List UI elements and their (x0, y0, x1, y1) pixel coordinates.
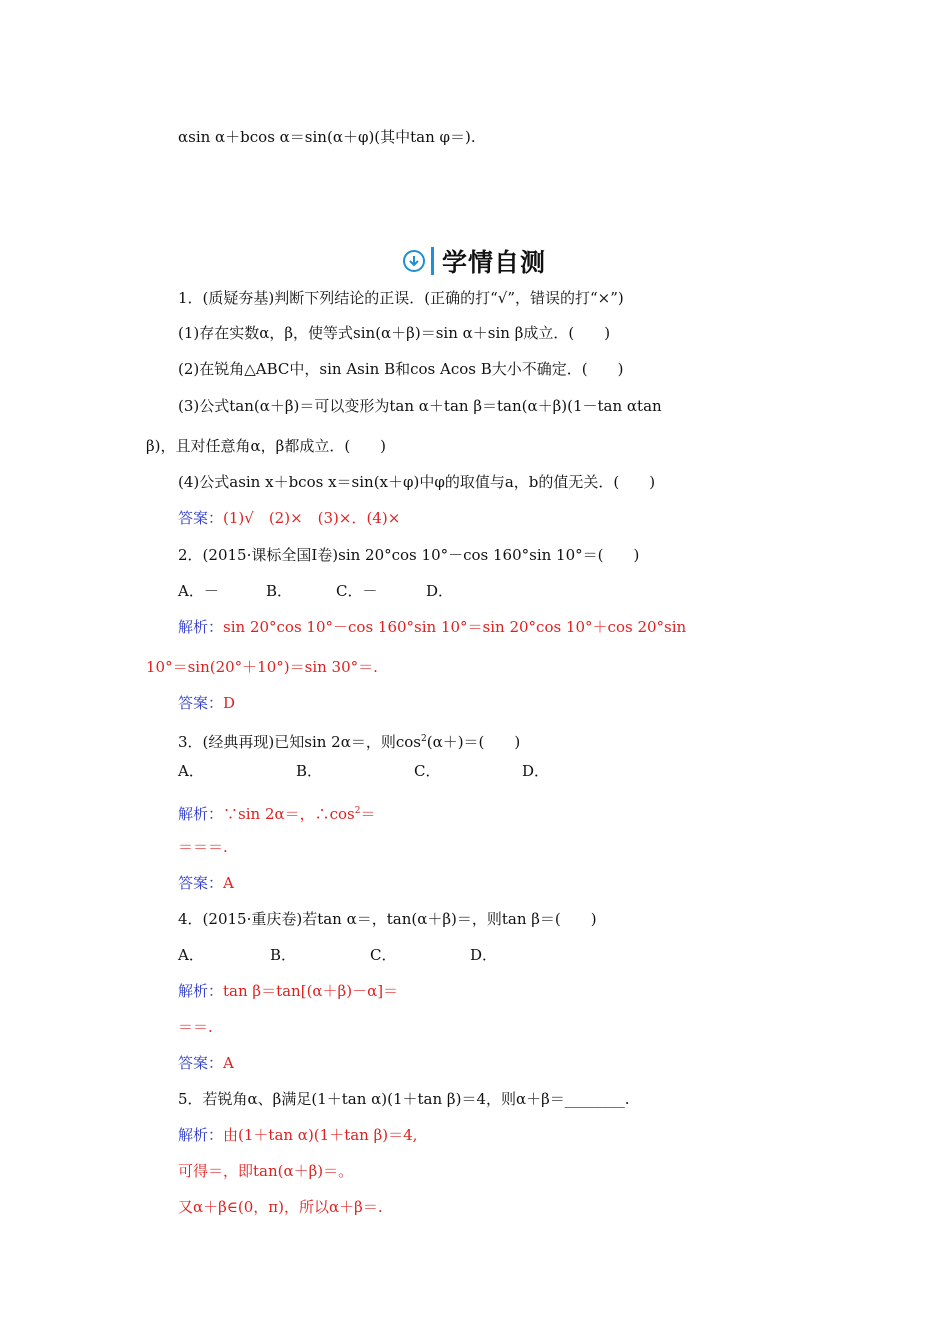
q5-analysis-line3: 又α＋β∈(0，π)，所以α＋β＝. (178, 1198, 383, 1216)
q1-item-4: (4)公式asin x＋bcos x＝sin(x＋φ)中φ的取值与a，b的值无关．( ) (178, 473, 656, 491)
heading-divider (431, 247, 434, 275)
analysis-text: 由(1＋tan α)(1＋tan β)＝4, (223, 1126, 418, 1144)
q2-stem: 2．(2015·课标全国Ⅰ卷)sin 20°cos 10°－cos 160°sin 10°＝( ) (178, 546, 640, 564)
analysis-label: 解析： (178, 1126, 224, 1144)
option-d: D． (426, 582, 454, 600)
option-d: D． (470, 946, 498, 964)
option-c: C． (414, 762, 441, 780)
analysis-label: 解析： (178, 982, 224, 1000)
q1-item-3-line2: β)，且对任意角α，β都成立．( ) (146, 437, 387, 455)
q3-stem-sup: 2 (420, 734, 427, 744)
q1-item-3-line1: (3)公式tan(α＋β)＝可以变形为tan α＋tan β＝tan(α＋β)(1－tan αtan (178, 397, 662, 415)
q3-stem-pre: 3．(经典再现)已知sin 2α＝，则cos (178, 733, 421, 751)
answer-value: (1)√ (2)× (3)×．(4)× (223, 509, 401, 527)
option-c: C． (370, 946, 397, 964)
section-heading (403, 244, 546, 278)
answer-label: 答案： (178, 1054, 224, 1072)
q2-analysis-line2: 10°＝sin(20°＋10°)＝sin 30°＝. (146, 658, 378, 676)
intro-formula: αsin α＋bcos α＝sin(α＋φ)(其中tan φ＝). (178, 128, 476, 146)
answer-label: 答案： (178, 874, 224, 892)
q3-analysis-line2: ＝＝＝. (178, 838, 228, 856)
analysis-text: sin 20°cos 10°－cos 160°sin 10°＝sin 20°cos 10°＋cos 20°sin (223, 618, 687, 636)
q1-stem: 1．(质疑夯基)判断下列结论的正误．(正确的打“√”，错误的打“×”) (178, 289, 624, 307)
q3-stem-post: (α＋)＝( ) (426, 733, 521, 751)
q4-analysis-line1 (178, 981, 398, 1001)
answer-value: A (223, 1054, 234, 1072)
q3-stem (178, 729, 520, 752)
answer-label: 答案： (178, 509, 224, 527)
analysis-text-post: ＝ (360, 805, 376, 823)
q3-answer (178, 873, 234, 893)
q2-options (178, 581, 453, 601)
option-d: D． (522, 762, 550, 780)
answer-value: D (223, 694, 236, 712)
option-b: B． (266, 582, 293, 600)
analysis-sup: 2 (354, 806, 361, 816)
option-a: A． (178, 762, 204, 780)
analysis-text-pre: ∵sin 2α＝，∴cos (223, 805, 355, 823)
q1-item-1: (1)存在实数α，β，使等式sin(α＋β)＝sin α＋sin β成立．( ) (178, 324, 611, 342)
q4-analysis-line2: ＝＝. (178, 1018, 213, 1036)
option-b: B． (296, 762, 323, 780)
down-arrow-icon (403, 250, 425, 272)
analysis-label: 解析： (178, 618, 224, 636)
q4-stem: 4．(2015·重庆卷)若tan α＝，tan(α＋β)＝，则tan β＝( ) (178, 910, 597, 928)
option-a: A．－ (178, 582, 219, 600)
analysis-text: tan β＝tan[(α＋β)－α]＝ (223, 982, 399, 1000)
q5-stem: 5．若锐角α、β满足(1＋tan α)(1＋tan β)＝4，则α＋β＝________. (178, 1090, 630, 1108)
answer-label: 答案： (178, 694, 224, 712)
answer-value: A (223, 874, 234, 892)
section-title: 学情自测 (442, 248, 547, 277)
q1-item-2: (2)在锐角△ABC中，sin Asin B和cos Acos B大小不确定．( ) (178, 360, 624, 378)
q5-analysis-line1 (178, 1125, 417, 1145)
q4-options (178, 945, 497, 965)
option-b: B． (270, 946, 297, 964)
q2-answer (178, 693, 235, 713)
q3-options (178, 761, 549, 781)
q3-analysis-line1 (178, 801, 376, 824)
q4-answer (178, 1053, 234, 1073)
option-a: A． (178, 946, 204, 964)
analysis-label: 解析： (178, 805, 224, 823)
q1-answer (178, 508, 400, 528)
q5-analysis-line2: 可得＝，即tan(α＋β)＝。 (178, 1162, 354, 1180)
option-c: C．－ (336, 582, 378, 600)
q2-analysis-line1 (178, 617, 686, 637)
